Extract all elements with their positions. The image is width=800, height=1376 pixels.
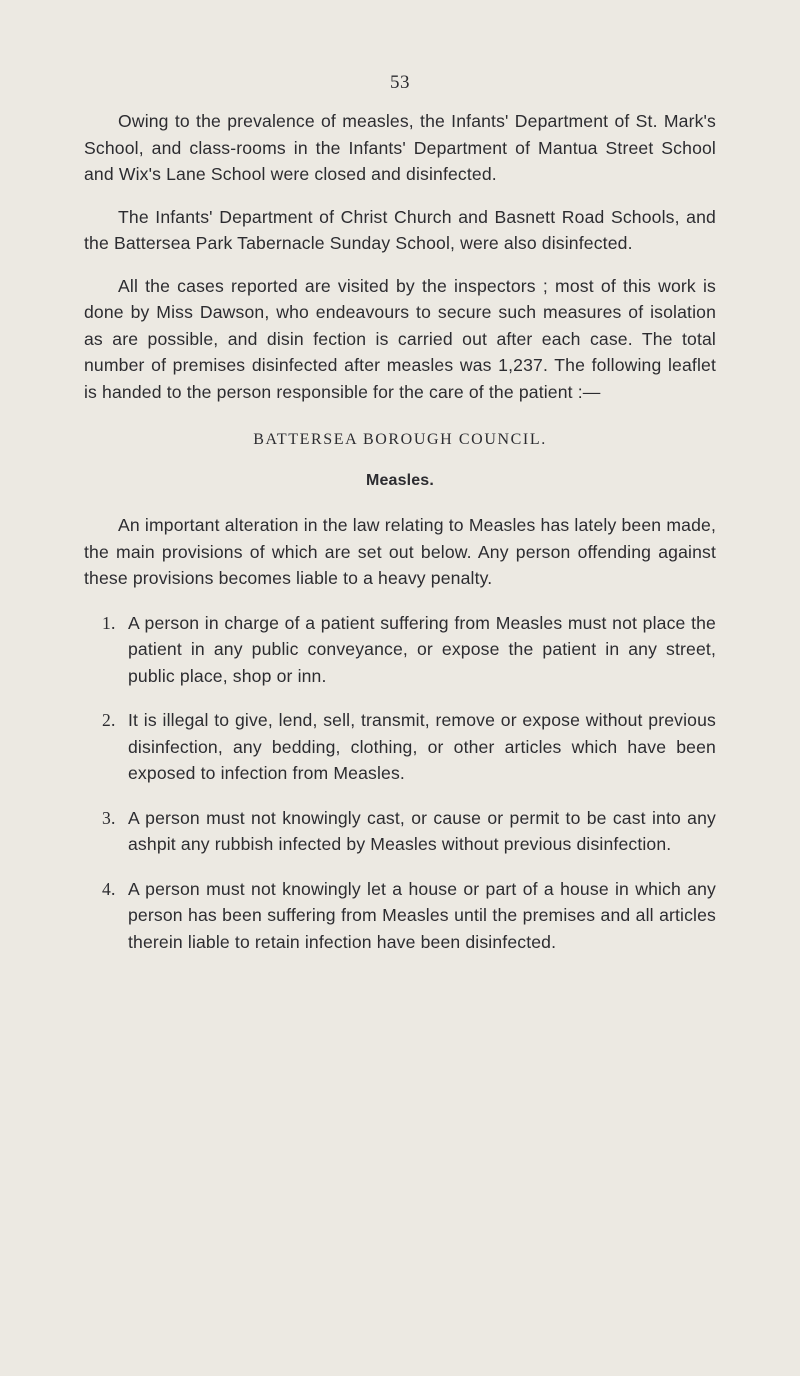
leaflet-provisions-list bbox=[84, 610, 716, 956]
page-number: 53 bbox=[390, 72, 410, 93]
page-body bbox=[84, 108, 716, 973]
list-item bbox=[84, 707, 716, 787]
list-item-number: 4. bbox=[102, 878, 116, 899]
list-item-text: A person must not knowingly let a house or part of a house in which any person has been suffering from Measles until the premises and all articles therein liable to retain infection have been disinfected. bbox=[128, 878, 716, 952]
list-item-number: 3. bbox=[102, 807, 116, 828]
list-item bbox=[84, 876, 716, 956]
leaflet-intro: An important alteration in the law relating to Measles has lately been made, the main provisions of which are set out below. Any person offending against these provisions becomes liable to a heavy penalty. bbox=[84, 515, 716, 588]
list-item bbox=[84, 610, 716, 690]
list-item-text: A person must not knowingly cast, or cause or permit to be cast into any ashpit any rubbish infected by Measles without previous disinfection. bbox=[128, 807, 716, 854]
list-item bbox=[84, 805, 716, 858]
list-item-number: 2. bbox=[102, 710, 116, 730]
list-item-text: It is illegal to give, lend, sell, transmit, remove or expose without previous disinfection, any bedding, clothing, or other articles which have been exposed to infection from Measles. bbox=[128, 710, 716, 783]
leaflet-subheading: Measles. bbox=[366, 471, 434, 489]
paragraph-schools-disinfected: The Infants' Department of Christ Church and Basnett Road Schools, and the Battersea Park Tabernacle Sunday School, were also disinfected. bbox=[84, 206, 716, 253]
paragraph-school-closures: Owing to the prevalence of measles, the Infants' Department of St. Mark's School, and class-rooms in the Infants' Department of Mantua Street School and Wix's Lane School were closed and disinfected. bbox=[84, 111, 716, 184]
paragraph-inspector-visits: All the cases reported are visited by the inspectors ; most of this work is done by Miss Dawson, who endeavours to secure such measures of isolation as are possible, and disin fection is carried out after each case. The total number of premises disinfected after measles was 1,237. The following leaflet is handed to the person responsible for the care of the patient :— bbox=[84, 275, 716, 402]
list-item-text: A person in charge of a patient suffering from Measles must not place the patient in any public conveyance, or expose the patient in any street, public place, shop or inn. bbox=[128, 612, 716, 686]
list-item-number: 1. bbox=[102, 612, 116, 633]
leaflet-heading: BATTERSEA BOROUGH COUNCIL. bbox=[253, 431, 547, 448]
